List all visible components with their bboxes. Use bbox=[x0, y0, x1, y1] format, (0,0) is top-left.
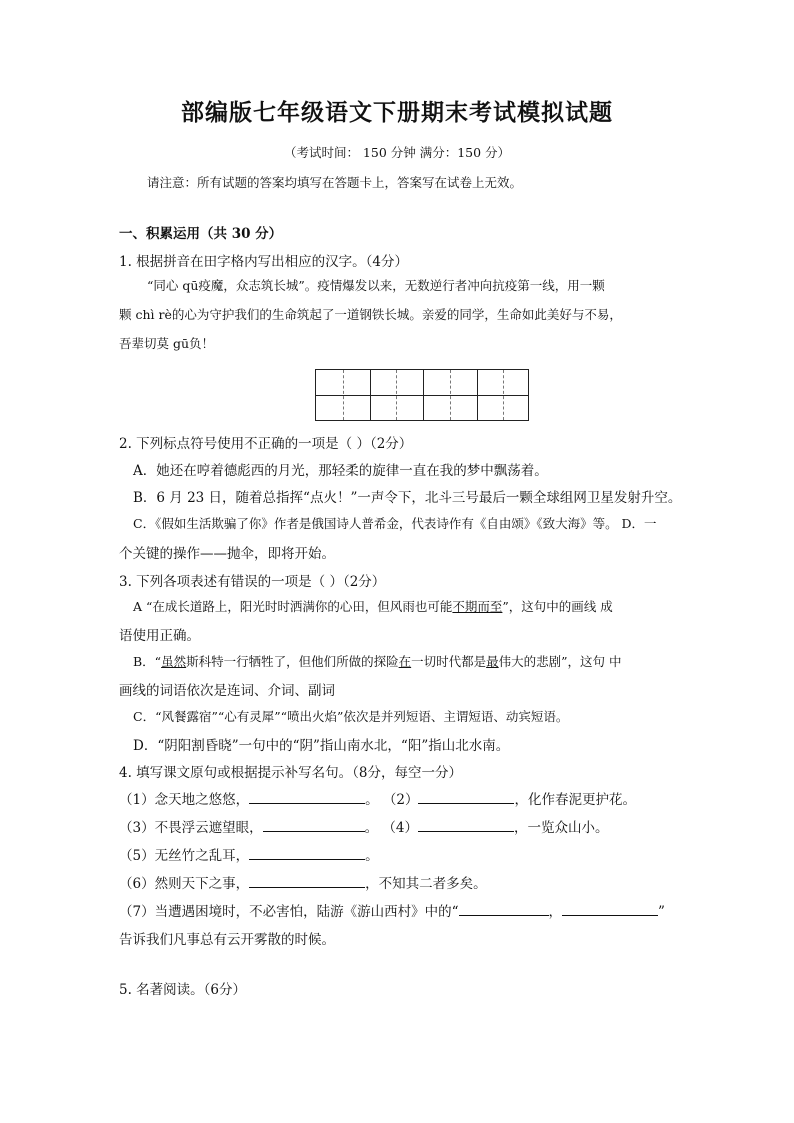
q4-line-2 bbox=[119, 816, 608, 836]
q3-option-b-cont: 画线的词语依次是连词、介词、副词 bbox=[119, 683, 335, 699]
q1-passage-line2: 颗 chì rè的心为守护我们的生命筑起了一道钢铁长城。亲爱的同学，生命如此美好与不易， bbox=[119, 307, 622, 322]
grid-dash bbox=[396, 370, 397, 420]
answer-blank[interactable] bbox=[249, 873, 365, 888]
q2-option-d-cont: 个关键的操作——抛伞，即将开始。 bbox=[119, 546, 335, 562]
exam-notice: 请注意：所有试题的答案均填写在答题卡上，答案写在试卷上无效。 bbox=[147, 175, 523, 190]
q4-text: （6）然则天下之事， bbox=[119, 876, 250, 892]
q4-text: （1）念天地之悠悠， bbox=[119, 792, 250, 808]
q2-option-c: C．《假如生活欺骗了你》作者是俄国诗人普希金，代表诗作有《自由颂》《致大海》等。 D．一 bbox=[133, 516, 657, 531]
q1-passage-line1: “同心 qū疫魔，众志筑长城”。疫情爆发以来，无数逆行者冲向抗疫第一线，用一颗 bbox=[147, 278, 605, 293]
q4-text: ，不知其二者多矣。 bbox=[365, 876, 487, 892]
q5-stem: 5. 名著阅读。（6分） bbox=[119, 982, 247, 998]
q3-b-underlined-3: 最 bbox=[486, 654, 499, 669]
q4-line-6: 告诉我们凡事总有云开雾散的时候。 bbox=[119, 932, 335, 948]
q4-text: ，化作春泥更护花。 bbox=[514, 792, 636, 808]
q4-line-4 bbox=[119, 872, 487, 892]
q4-text: （3）不畏浮云遮望眼， bbox=[119, 820, 263, 836]
q4-line-5 bbox=[119, 900, 665, 920]
q3-b-text: B．“ bbox=[133, 654, 162, 669]
section-heading: 一、积累运用（共 30 分） bbox=[119, 226, 283, 242]
q3-b-underlined-1: 虽然 bbox=[161, 654, 187, 669]
q4-text: 。 bbox=[365, 848, 379, 864]
answer-blank[interactable] bbox=[418, 817, 514, 832]
q3-option-a bbox=[133, 597, 613, 615]
q1-stem: 1. 根据拼音在田字格内写出相应的汉字。（4分） bbox=[119, 254, 409, 270]
q3-option-c: C．“风餐露宿”“心有灵犀”“喷出火焰”依次是并列短语、主谓短语、动宾短语。 bbox=[133, 709, 569, 724]
exam-info: （考试时间： 150 分钟 满分：150 分） bbox=[283, 145, 511, 160]
q3-option-b bbox=[133, 652, 622, 670]
grid-row-divider bbox=[316, 395, 528, 396]
q2-option-a: A．她还在哼着德彪西的月光，那轻柔的旋律一直在我的梦中飘荡着。 bbox=[133, 463, 548, 479]
q3-a-underlined: 不期而至 bbox=[452, 599, 503, 614]
answer-blank[interactable] bbox=[249, 789, 365, 804]
q3-option-d: D．“阴阳割昏晓”一句中的“阴”指山南水北，“阳”指山北水南。 bbox=[133, 738, 510, 754]
q4-text: ” bbox=[658, 904, 665, 920]
q1-passage-line3: 吾辈切莫 gū负！ bbox=[119, 336, 215, 351]
q3-b-text-2: 斯科特一行牺牲了，但他们所做的探险 bbox=[186, 654, 399, 669]
grid-dash bbox=[450, 370, 451, 420]
q4-text: ， bbox=[548, 904, 562, 920]
grid-dash bbox=[343, 370, 344, 420]
q4-stem: 4. 填写课文原句或根据提示补写名句。（8分，每空一分） bbox=[119, 765, 463, 781]
q4-text: 。 （2） bbox=[365, 792, 419, 808]
grid-dash bbox=[503, 370, 504, 420]
q4-text: （5）无丝竹之乱耳， bbox=[119, 848, 250, 864]
q3-b-underlined-2: 在 bbox=[398, 654, 412, 669]
q4-text: （7）当遭遇困境时，不必害怕，陆游《游山西村》中的“ bbox=[119, 904, 459, 920]
q2-stem: 2. 下列标点符号使用不正确的一项是（ ）（2分） bbox=[119, 436, 413, 452]
q4-line-3 bbox=[119, 844, 379, 864]
q4-text: ，一览众山小。 bbox=[513, 820, 609, 836]
q3-a-text: A “在成长道路上，阳光时时洒满你的心田，但风雨也可能 bbox=[133, 599, 453, 614]
tianzige-grid[interactable] bbox=[315, 369, 529, 421]
q2-option-b: B．6 月 23 日，随着总指挥“点火！”一声令下，北斗三号最后一颗全球组网卫星发射升空。 bbox=[133, 490, 682, 506]
grid-cell-border bbox=[477, 370, 478, 420]
q3-b-text-end: 伟大的悲剧”，这句 中 bbox=[498, 654, 622, 669]
grid-cell-border bbox=[423, 370, 424, 420]
grid-cell-border bbox=[370, 370, 371, 420]
q4-line-1 bbox=[119, 788, 636, 808]
page-title: 部编版七年级语文下册期末考试模拟试题 bbox=[181, 99, 613, 126]
answer-blank[interactable] bbox=[263, 817, 365, 832]
q3-stem: 3. 下列各项表述有错误的一项是（ ）（2分） bbox=[119, 574, 386, 590]
q3-option-a-cont: 语使用正确。 bbox=[119, 628, 200, 644]
answer-blank[interactable] bbox=[459, 901, 549, 916]
q3-b-text-3: 一切时代都是 bbox=[411, 654, 487, 669]
q4-text: 。 （4） bbox=[364, 820, 418, 836]
q3-a-text-end: ”，这句中的画线 成 bbox=[502, 599, 613, 614]
answer-blank[interactable] bbox=[418, 789, 514, 804]
answer-blank[interactable] bbox=[249, 845, 365, 860]
answer-blank[interactable] bbox=[562, 901, 658, 916]
